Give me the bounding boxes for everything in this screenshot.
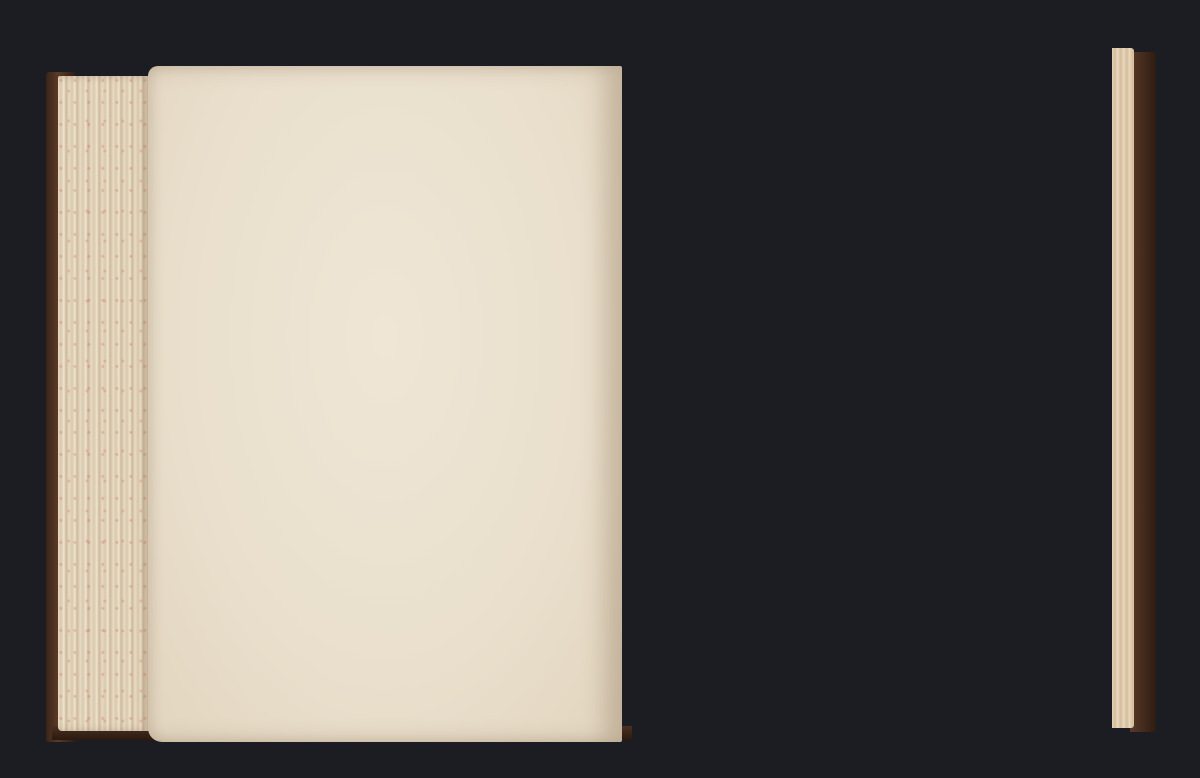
left-running-head xyxy=(372,116,384,133)
left-page xyxy=(148,66,622,742)
page-edges-left xyxy=(58,76,150,731)
page-edges-right xyxy=(1112,48,1134,728)
